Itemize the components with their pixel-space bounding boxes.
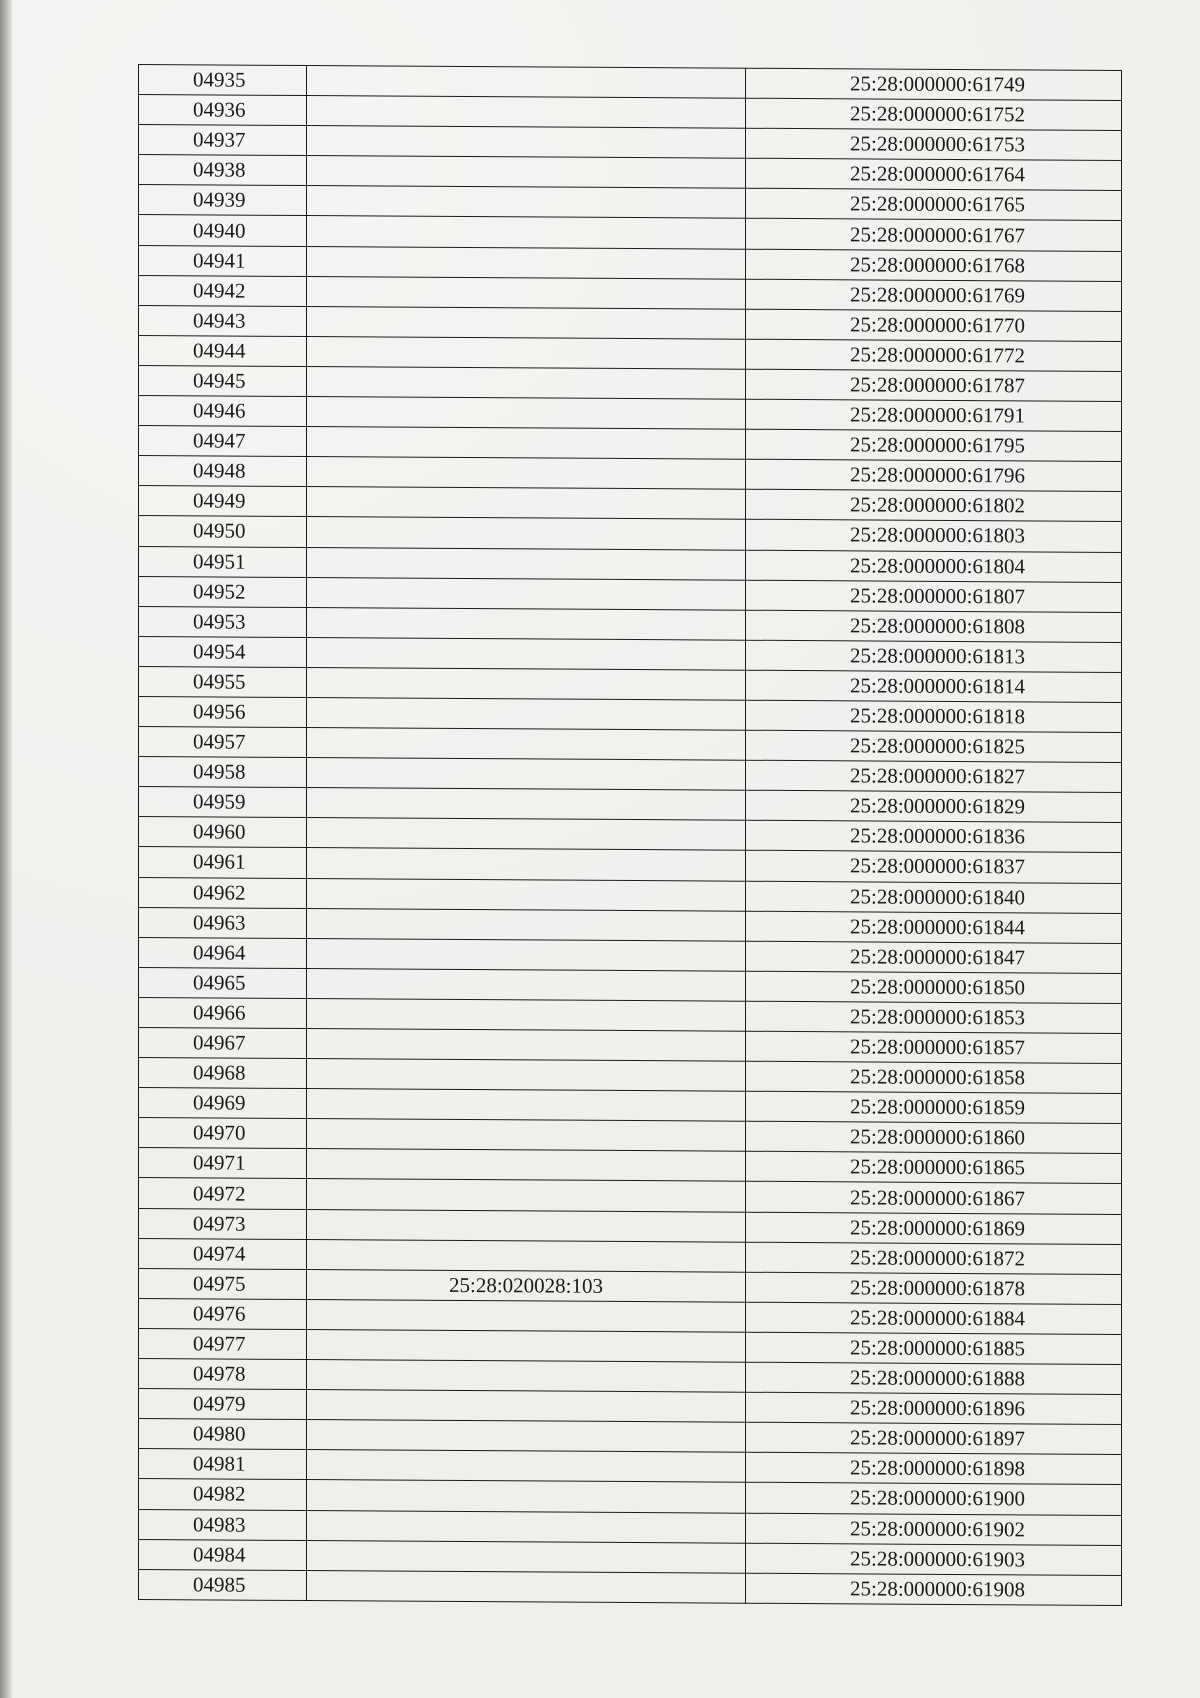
cadastral-number-cell: 25:28:000000:61869 bbox=[746, 1212, 1122, 1244]
row-number-cell: 04963 bbox=[139, 907, 307, 938]
previous-number-cell bbox=[307, 427, 746, 460]
previous-number-cell bbox=[307, 306, 746, 339]
row-number-cell: 04938 bbox=[139, 155, 307, 186]
previous-number-cell bbox=[307, 1450, 746, 1483]
cadastral-number-cell: 25:28:000000:61859 bbox=[746, 1091, 1122, 1123]
row-number-cell: 04952 bbox=[139, 576, 307, 607]
cadastral-number-cell: 25:28:000000:61804 bbox=[746, 550, 1122, 582]
previous-number-cell bbox=[307, 998, 746, 1031]
row-number-cell: 04985 bbox=[139, 1569, 307, 1600]
previous-number-cell bbox=[307, 1540, 746, 1573]
cadastral-number-cell: 25:28:000000:61787 bbox=[746, 369, 1122, 401]
row-number-cell: 04935 bbox=[139, 65, 307, 96]
row-number-cell: 04937 bbox=[139, 125, 307, 156]
previous-number-cell bbox=[307, 366, 746, 399]
previous-number-cell bbox=[307, 1149, 746, 1182]
previous-number-cell bbox=[307, 728, 746, 761]
row-number-cell: 04983 bbox=[139, 1509, 307, 1540]
row-number-cell: 04967 bbox=[139, 1028, 307, 1059]
row-number-cell: 04975 bbox=[139, 1268, 307, 1299]
cadastral-number-cell: 25:28:000000:61753 bbox=[746, 128, 1122, 160]
row-number-cell: 04945 bbox=[139, 365, 307, 396]
previous-number-cell bbox=[307, 156, 746, 189]
cadastral-number-cell: 25:28:000000:61900 bbox=[746, 1483, 1122, 1515]
previous-number-cell bbox=[307, 908, 746, 941]
row-number-cell: 04984 bbox=[139, 1539, 307, 1570]
cadastral-number-cell: 25:28:000000:61772 bbox=[746, 339, 1122, 371]
previous-number-cell bbox=[307, 1179, 746, 1212]
row-number-cell: 04958 bbox=[139, 757, 307, 788]
previous-number-cell bbox=[307, 1299, 746, 1332]
previous-number-cell bbox=[307, 667, 746, 700]
previous-number-cell bbox=[307, 1390, 746, 1423]
row-number-cell: 04965 bbox=[139, 967, 307, 998]
page-left-edge bbox=[0, 0, 12, 1698]
previous-number-cell bbox=[307, 276, 746, 309]
row-number-cell: 04974 bbox=[139, 1238, 307, 1269]
cadastral-number-cell: 25:28:000000:61825 bbox=[746, 730, 1122, 762]
row-number-cell: 04941 bbox=[139, 245, 307, 276]
previous-number-cell bbox=[307, 1059, 746, 1092]
row-number-cell: 04946 bbox=[139, 396, 307, 427]
cadastral-number-cell: 25:28:000000:61858 bbox=[746, 1061, 1122, 1093]
row-number-cell: 04972 bbox=[139, 1178, 307, 1209]
cadastral-number-cell: 25:28:000000:61749 bbox=[746, 68, 1122, 100]
row-number-cell: 04954 bbox=[139, 636, 307, 667]
cadastral-number-cell: 25:28:000000:61884 bbox=[746, 1302, 1122, 1334]
previous-number-cell bbox=[307, 397, 746, 430]
previous-number-cell bbox=[307, 818, 746, 851]
cadastral-number-cell: 25:28:000000:61808 bbox=[746, 610, 1122, 642]
row-number-cell: 04964 bbox=[139, 937, 307, 968]
row-number-cell: 04948 bbox=[139, 456, 307, 487]
cadastral-number-cell: 25:28:000000:61897 bbox=[746, 1422, 1122, 1454]
previous-number-cell bbox=[307, 216, 746, 249]
previous-number-cell bbox=[307, 1029, 746, 1062]
previous-number-cell bbox=[307, 1329, 746, 1362]
row-number-cell: 04959 bbox=[139, 787, 307, 818]
row-number-cell: 04971 bbox=[139, 1148, 307, 1179]
previous-number-cell bbox=[307, 1570, 746, 1603]
previous-number-cell bbox=[307, 697, 746, 730]
row-number-cell: 04968 bbox=[139, 1058, 307, 1089]
previous-number-cell bbox=[307, 1510, 746, 1543]
row-number-cell: 04962 bbox=[139, 877, 307, 908]
previous-number-cell bbox=[307, 1209, 746, 1242]
row-number-cell: 04951 bbox=[139, 546, 307, 577]
cadastral-number-cell: 25:28:000000:61752 bbox=[746, 98, 1122, 130]
cadastral-number-cell: 25:28:000000:61857 bbox=[746, 1031, 1122, 1063]
row-number-cell: 04936 bbox=[139, 95, 307, 126]
cadastral-number-cell: 25:28:000000:61765 bbox=[746, 189, 1122, 221]
previous-number-cell bbox=[307, 246, 746, 279]
previous-number-cell bbox=[307, 1239, 746, 1272]
row-number-cell: 04969 bbox=[139, 1088, 307, 1119]
cadastral-number-cell: 25:28:000000:61836 bbox=[746, 821, 1122, 853]
row-number-cell: 04966 bbox=[139, 997, 307, 1028]
row-number-cell: 04982 bbox=[139, 1479, 307, 1510]
table-body bbox=[139, 65, 1122, 1606]
row-number-cell: 04939 bbox=[139, 185, 307, 216]
row-number-cell: 04979 bbox=[139, 1389, 307, 1420]
previous-number-cell bbox=[307, 758, 746, 791]
previous-number-cell bbox=[307, 878, 746, 911]
row-number-cell: 04947 bbox=[139, 426, 307, 457]
cadastral-number-cell: 25:28:000000:61795 bbox=[746, 429, 1122, 461]
previous-number-cell bbox=[307, 607, 746, 640]
cadastral-number-cell: 25:28:000000:61865 bbox=[746, 1152, 1122, 1184]
cadastral-number-cell: 25:28:000000:61837 bbox=[746, 851, 1122, 883]
previous-number-cell bbox=[307, 968, 746, 1001]
previous-number-cell bbox=[307, 1119, 746, 1152]
previous-number-cell bbox=[307, 1360, 746, 1393]
row-number-cell: 04973 bbox=[139, 1208, 307, 1239]
previous-number-cell bbox=[307, 577, 746, 610]
cadastral-number-cell: 25:28:000000:61827 bbox=[746, 760, 1122, 792]
cadastral-number-cell: 25:28:000000:61768 bbox=[746, 249, 1122, 281]
row-number-cell: 04961 bbox=[139, 847, 307, 878]
cadastral-number-cell: 25:28:000000:61903 bbox=[746, 1543, 1122, 1575]
cadastral-number-cell: 25:28:000000:61872 bbox=[746, 1242, 1122, 1274]
row-number-cell: 04976 bbox=[139, 1298, 307, 1329]
row-number-cell: 04950 bbox=[139, 516, 307, 547]
cadastral-number-cell: 25:28:000000:61813 bbox=[746, 640, 1122, 672]
cadastral-number-cell: 25:28:000000:61803 bbox=[746, 520, 1122, 552]
cadastral-number-cell: 25:28:000000:61767 bbox=[746, 219, 1122, 251]
cadastral-number-cell: 25:28:000000:61807 bbox=[746, 580, 1122, 612]
cadastral-number-cell: 25:28:000000:61898 bbox=[746, 1453, 1122, 1485]
previous-number-cell bbox=[307, 487, 746, 520]
cadastral-number-cell: 25:28:000000:61814 bbox=[746, 670, 1122, 702]
row-number-cell: 04942 bbox=[139, 275, 307, 306]
previous-number-cell bbox=[307, 848, 746, 881]
row-number-cell: 04943 bbox=[139, 305, 307, 336]
row-number-cell: 04977 bbox=[139, 1328, 307, 1359]
cadastral-number-cell: 25:28:000000:61818 bbox=[746, 700, 1122, 732]
row-number-cell: 04949 bbox=[139, 486, 307, 517]
cadastral-number-cell: 25:28:000000:61885 bbox=[746, 1332, 1122, 1364]
row-number-cell: 04940 bbox=[139, 215, 307, 246]
previous-number-cell: 25:28:020028:103 bbox=[307, 1269, 746, 1302]
previous-number-cell bbox=[307, 66, 746, 99]
cadastral-number-cell: 25:28:000000:61796 bbox=[746, 459, 1122, 491]
cadastral-number-cell: 25:28:000000:61844 bbox=[746, 911, 1122, 943]
cadastral-number-cell: 25:28:000000:61853 bbox=[746, 1001, 1122, 1033]
cadastral-number-cell: 25:28:000000:61850 bbox=[746, 971, 1122, 1003]
row-number-cell: 04960 bbox=[139, 817, 307, 848]
row-number-cell: 04957 bbox=[139, 727, 307, 758]
cadastral-number-cell: 25:28:000000:61802 bbox=[746, 490, 1122, 522]
previous-number-cell bbox=[307, 517, 746, 550]
cadastral-table bbox=[138, 64, 1122, 1606]
previous-number-cell bbox=[307, 457, 746, 490]
previous-number-cell bbox=[307, 96, 746, 129]
cadastral-number-cell: 25:28:000000:61840 bbox=[746, 881, 1122, 913]
cadastral-number-cell: 25:28:000000:61902 bbox=[746, 1513, 1122, 1545]
row-number-cell: 04970 bbox=[139, 1118, 307, 1149]
cadastral-number-cell: 25:28:000000:61829 bbox=[746, 790, 1122, 822]
row-number-cell: 04980 bbox=[139, 1419, 307, 1450]
cadastral-number-cell: 25:28:000000:61791 bbox=[746, 399, 1122, 431]
row-number-cell: 04978 bbox=[139, 1359, 307, 1390]
row-number-cell: 04944 bbox=[139, 335, 307, 366]
cadastral-number-cell: 25:28:000000:61764 bbox=[746, 158, 1122, 190]
previous-number-cell bbox=[307, 126, 746, 159]
row-number-cell: 04953 bbox=[139, 606, 307, 637]
previous-number-cell bbox=[307, 938, 746, 971]
previous-number-cell bbox=[307, 336, 746, 369]
row-number-cell: 04955 bbox=[139, 666, 307, 697]
row-number-cell: 04956 bbox=[139, 696, 307, 727]
previous-number-cell bbox=[307, 547, 746, 580]
table-row bbox=[139, 1569, 1122, 1605]
row-number-cell: 04981 bbox=[139, 1449, 307, 1480]
previous-number-cell bbox=[307, 1089, 746, 1122]
cadastral-number-cell: 25:28:000000:61896 bbox=[746, 1392, 1122, 1424]
cadastral-number-cell: 25:28:000000:61860 bbox=[746, 1121, 1122, 1153]
cadastral-number-cell: 25:28:000000:61888 bbox=[746, 1362, 1122, 1394]
previous-number-cell bbox=[307, 1420, 746, 1453]
cadastral-number-cell: 25:28:000000:61908 bbox=[746, 1573, 1122, 1605]
cadastral-number-cell: 25:28:000000:61769 bbox=[746, 279, 1122, 311]
previous-number-cell bbox=[307, 637, 746, 670]
previous-number-cell bbox=[307, 1480, 746, 1513]
cadastral-number-cell: 25:28:000000:61867 bbox=[746, 1182, 1122, 1214]
cadastral-number-cell: 25:28:000000:61847 bbox=[746, 941, 1122, 973]
cadastral-number-cell: 25:28:000000:61878 bbox=[746, 1272, 1122, 1304]
previous-number-cell bbox=[307, 788, 746, 821]
previous-number-cell bbox=[307, 186, 746, 219]
cadastral-number-cell: 25:28:000000:61770 bbox=[746, 309, 1122, 341]
